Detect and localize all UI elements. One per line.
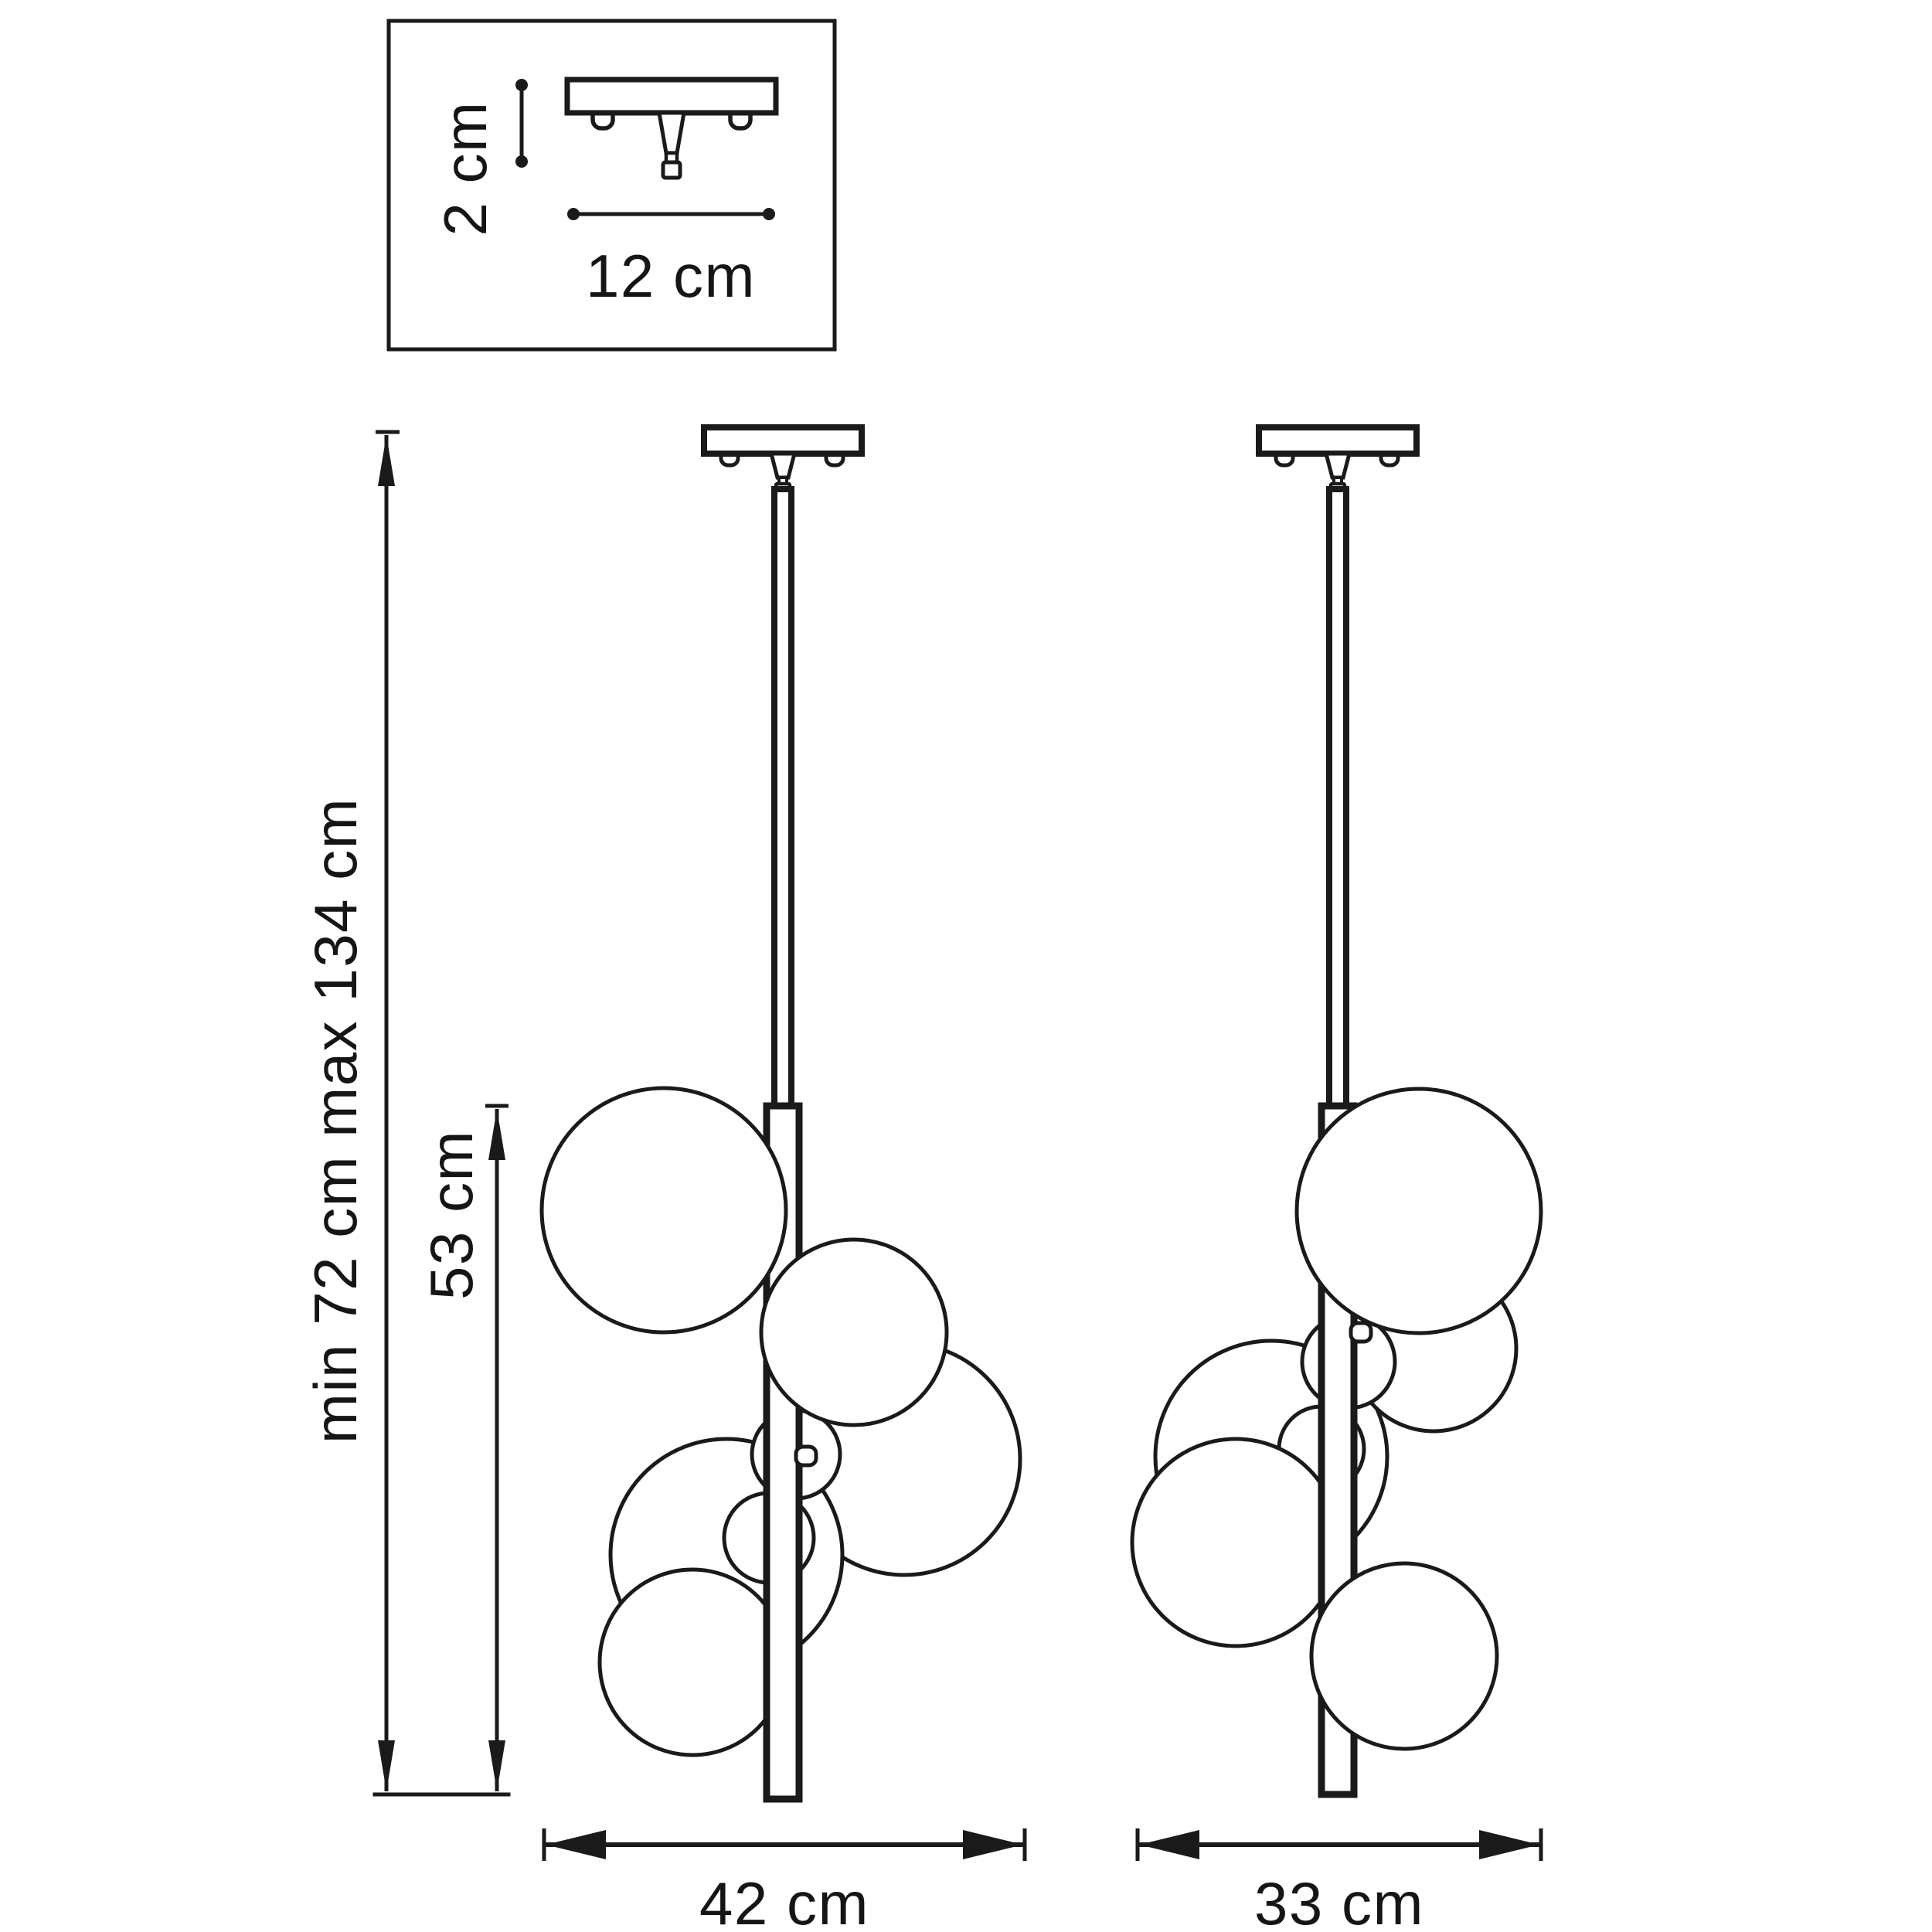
dimension-overall-height: [301, 432, 400, 1791]
side-view-lamp: [1132, 427, 1541, 1794]
connector-taper: [1326, 454, 1349, 478]
arrow-up: [488, 1109, 505, 1160]
glass-globe-mid-right: [761, 1240, 947, 1425]
suspension-rod: [1329, 489, 1346, 1109]
dim-dot: [515, 79, 528, 91]
plate-connector-foot: [663, 162, 680, 178]
arrow-right: [963, 1830, 1023, 1859]
arrow-left: [546, 1830, 606, 1859]
dim-dot: [567, 208, 580, 220]
arrow-down: [378, 1740, 395, 1791]
dim-dot: [763, 208, 775, 220]
glass-globe-front-left: [1132, 1439, 1339, 1646]
inset-detail-box: [389, 21, 835, 349]
ceiling-plate: [567, 80, 776, 113]
glass-globe-top: [542, 1088, 786, 1332]
glass-globe-top: [1297, 1089, 1541, 1333]
arrow-down: [488, 1740, 505, 1791]
overall-height-label: min 72 cm max 134 cm: [301, 797, 369, 1444]
arrow-left: [1139, 1830, 1199, 1859]
side-width-label: 33 cm: [1254, 1869, 1424, 1932]
globe-socket-tab: [1351, 1323, 1371, 1342]
ceiling-plate: [1259, 427, 1417, 454]
arrow-up: [378, 435, 395, 486]
dimension-cluster-height: [417, 1106, 509, 1791]
globe-socket-tab: [796, 1447, 816, 1465]
canopy-height-label: 2 cm: [431, 100, 499, 236]
cluster-height-label: 53 cm: [417, 1130, 485, 1300]
connector-taper: [771, 454, 794, 478]
front-width-label: 42 cm: [699, 1869, 869, 1932]
glass-globe-bottom: [600, 1570, 785, 1755]
dimension-side-width: [1138, 1828, 1541, 1932]
dim-dot: [515, 155, 528, 168]
suspension-rod: [774, 489, 791, 1109]
canopy-width-label: 12 cm: [586, 242, 756, 310]
arrow-right: [1479, 1830, 1539, 1859]
ceiling-plate: [704, 427, 862, 454]
glass-globe-bottom: [1311, 1563, 1497, 1749]
dimension-front-width: [544, 1828, 1025, 1932]
front-view-lamp: [542, 427, 1020, 1799]
